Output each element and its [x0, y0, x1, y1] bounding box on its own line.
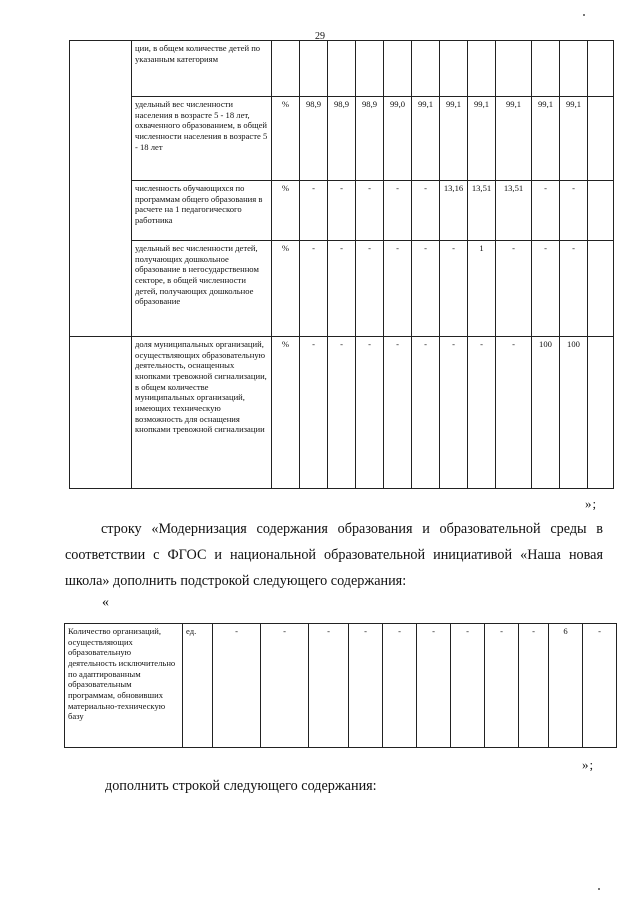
amendment-paragraph: дополнить строкой следующего содержания: — [105, 778, 377, 794]
unit-cell: % — [272, 241, 300, 337]
value-cell: - — [328, 241, 356, 337]
value-cell: 99,1 — [468, 97, 496, 181]
section-cell — [70, 337, 132, 489]
indicator-description: ции, в общем количестве детей по указанным категориям — [132, 41, 272, 97]
indicators-table — [69, 40, 614, 489]
value-cell: 13,51 — [496, 181, 532, 241]
value-cell: - — [532, 181, 560, 241]
indicator-description: Количество организаций, осуществляющих образовательную деятельность исключительно по адаптированным образовательным программам, обновивших материально-техническую базу — [65, 624, 183, 748]
value-cell: - — [417, 624, 451, 748]
value-cell: - — [356, 181, 384, 241]
value-cell: - — [261, 624, 309, 748]
scan-speck — [583, 14, 585, 16]
amendment-paragraph: строку «Модернизация содержания образования и образовательной среды в соответствии с ФГОС и национальной образовательной инициативой «Наша новая школа» дополнить подстрокой следующего содержания: — [65, 521, 603, 589]
value-cell: 98,9 — [300, 97, 328, 181]
value-cell — [532, 41, 560, 97]
table-row — [70, 337, 614, 489]
value-cell: - — [496, 241, 532, 337]
value-cell: 99,1 — [560, 97, 588, 181]
unit-cell: % — [272, 97, 300, 181]
value-cell — [328, 41, 356, 97]
value-cell — [560, 41, 588, 97]
value-cell — [356, 41, 384, 97]
value-cell: - — [519, 624, 549, 748]
value-cell: - — [451, 624, 485, 748]
value-cell: 98,9 — [356, 97, 384, 181]
value-cell: - — [349, 624, 383, 748]
value-cell: - — [300, 181, 328, 241]
section-cell — [70, 41, 132, 337]
value-cell: 13,16 — [440, 181, 468, 241]
value-cell — [496, 41, 532, 97]
page-number: 29 — [315, 31, 325, 42]
value-cell: - — [383, 624, 417, 748]
value-cell — [588, 241, 614, 337]
value-cell: - — [412, 337, 440, 489]
value-cell: 99,0 — [384, 97, 412, 181]
value-cell: 99,1 — [412, 97, 440, 181]
value-cell — [384, 41, 412, 97]
value-cell: - — [440, 241, 468, 337]
value-cell: - — [384, 337, 412, 489]
value-cell — [588, 97, 614, 181]
value-cell — [440, 41, 468, 97]
value-cell: - — [356, 337, 384, 489]
value-cell: - — [532, 241, 560, 337]
value-cell: - — [213, 624, 261, 748]
closing-quote: »; — [585, 496, 598, 511]
value-cell — [300, 41, 328, 97]
unit-cell: % — [272, 337, 300, 489]
value-cell: 6 — [549, 624, 583, 748]
value-cell: - — [560, 241, 588, 337]
value-cell — [412, 41, 440, 97]
table-row — [70, 181, 614, 241]
value-cell: 100 — [560, 337, 588, 489]
value-cell — [588, 337, 614, 489]
value-cell: - — [300, 337, 328, 489]
value-cell: - — [300, 241, 328, 337]
value-cell: - — [384, 181, 412, 241]
value-cell: - — [356, 241, 384, 337]
indicator-description: удельный вес численности населения в возрасте 5 - 18 лет, охваченного образованием, в общей численности населения в возрасте 5 - 18 лет — [132, 97, 272, 181]
value-cell: - — [496, 337, 532, 489]
indicator-description: удельный вес численности детей, получающих дошкольное образование в негосударственном секторе, в общей численности детей, получающих дошкольное образование — [132, 241, 272, 337]
value-cell: - — [384, 241, 412, 337]
closing-quote: »; — [582, 757, 595, 772]
value-cell — [588, 181, 614, 241]
value-cell: - — [583, 624, 617, 748]
indicator-description: численность обучающихся по программам общего образования в расчете на 1 педагогического работника — [132, 181, 272, 241]
added-row-table — [64, 623, 617, 748]
value-cell: - — [412, 181, 440, 241]
value-cell: 1 — [468, 241, 496, 337]
value-cell: - — [328, 181, 356, 241]
table-row — [70, 41, 614, 97]
value-cell: - — [485, 624, 519, 748]
opening-quote: « — [102, 595, 109, 610]
value-cell: 100 — [532, 337, 560, 489]
value-cell: 13,51 — [468, 181, 496, 241]
value-cell: - — [309, 624, 349, 748]
value-cell: 99,1 — [496, 97, 532, 181]
scan-speck — [598, 888, 600, 890]
value-cell — [468, 41, 496, 97]
table-row — [70, 241, 614, 337]
unit-cell: % — [272, 181, 300, 241]
unit-cell — [272, 41, 300, 97]
unit-cell: ед. — [183, 624, 213, 748]
value-cell: - — [328, 337, 356, 489]
value-cell: - — [412, 241, 440, 337]
table-row — [65, 624, 617, 748]
value-cell: 99,1 — [440, 97, 468, 181]
value-cell: - — [560, 181, 588, 241]
value-cell: 98,9 — [328, 97, 356, 181]
table-row — [70, 97, 614, 181]
value-cell: - — [468, 337, 496, 489]
value-cell — [588, 41, 614, 97]
indicator-description: доля муниципальных организаций, осуществляющих образовательную деятельность, оснащенных кнопками тревожной сигнализации, в общем количестве муниципальных организаций, имеющих техническую возможность для оснащения кнопками тревожной сигнализации — [132, 337, 272, 489]
value-cell: - — [440, 337, 468, 489]
value-cell: 99,1 — [532, 97, 560, 181]
